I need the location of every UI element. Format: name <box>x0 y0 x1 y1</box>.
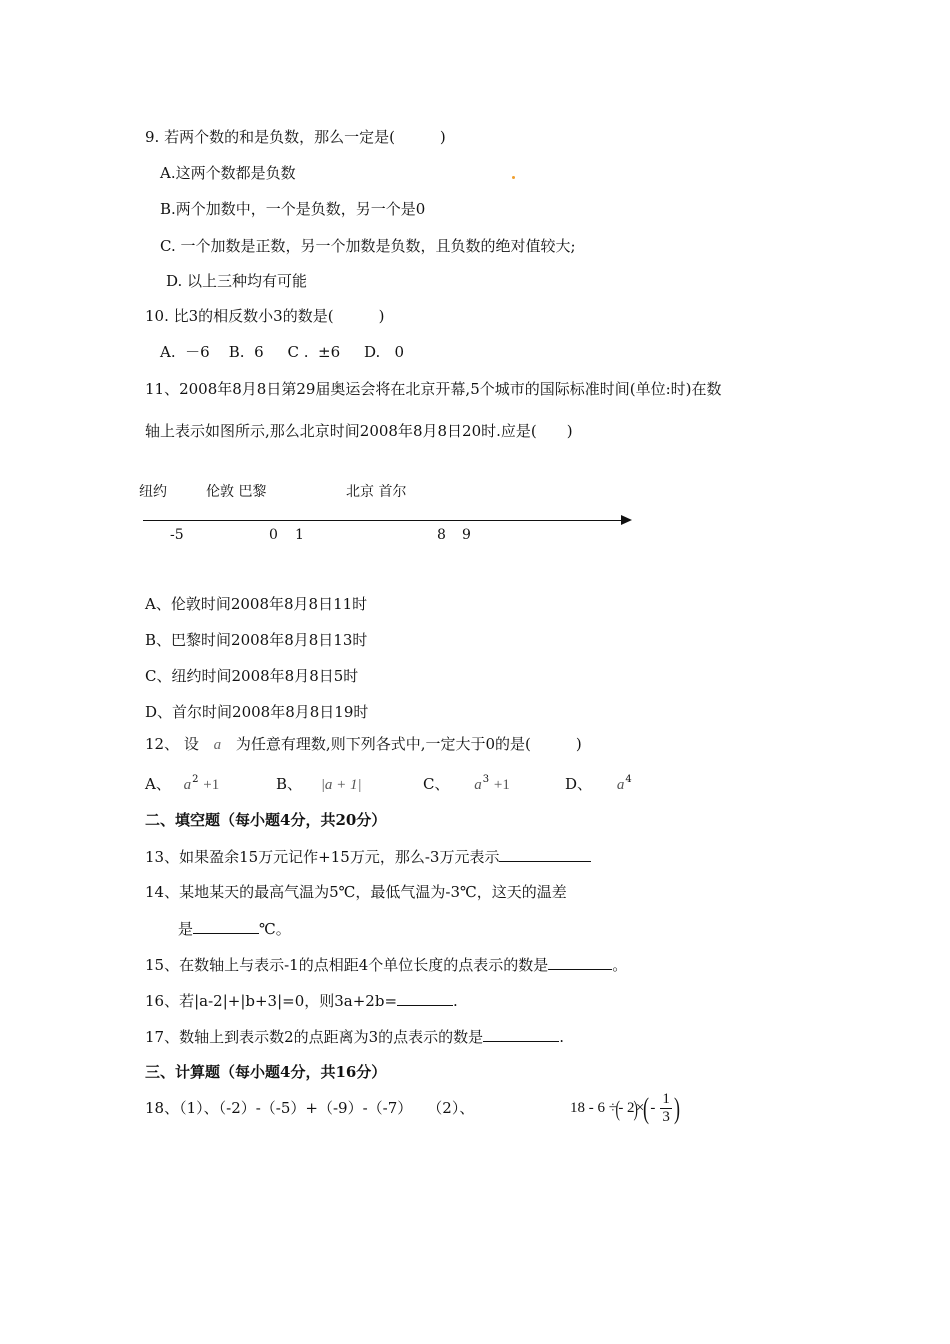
answer-blank[interactable] <box>483 1026 559 1042</box>
q11-line1: 11、2008年8月8日第29届奥运会将在北京开幕,5个城市的国际标准时间(单位:时)在数 <box>145 380 722 398</box>
axis-tick-label: 9 <box>462 527 471 543</box>
q12-variable: a <box>213 737 222 753</box>
q17: 17、数轴上到表示数2的点距离为3的点表示的数是 . <box>145 1028 564 1046</box>
q9-stem: 9. 若两个数的和是负数，那么一定是( ) <box>145 128 446 146</box>
q18-part2-expression: 18 - 6 ÷(- 2)×(- $\frac{1}{3}$ ) <box>570 1091 680 1126</box>
q12-option-d: D、 $a^4$ <box>565 774 632 793</box>
q11-option-d: D、首尔时间2008年8月8日19时 <box>145 703 369 721</box>
q10-stem: 10. 比3的相反数小3的数是( ) <box>145 307 385 325</box>
q9-option-b: B.两个加数中，一个是负数，另一个是0 <box>160 200 426 218</box>
axis-tick-label: 0 <box>269 527 278 543</box>
q11-line2: 轴上表示如图所示,那么北京时间2008年8月8日20时.应是( ) <box>145 422 573 440</box>
answer-blank[interactable] <box>193 918 259 934</box>
q12-prefix: 12、 设 <box>145 735 199 753</box>
q11-option-a: A、伦敦时间2008年8月8日11时 <box>145 595 368 613</box>
axis-tick-label: 1 <box>295 527 304 543</box>
q12-option-a: A、 $a^2 +1$ <box>145 774 220 793</box>
q9-option-d: D. 以上三种均有可能 <box>166 272 308 290</box>
axis-city-london-paris: 伦敦 巴黎 <box>206 484 267 500</box>
axis-tick-label: 8 <box>437 527 446 543</box>
q11-option-b: B、巴黎时间2008年8月8日13时 <box>145 631 368 649</box>
q16: 16、若|a-2|+|b+3|=0，则3a+2b= . <box>145 992 458 1010</box>
fraction-one-third: $\frac{1}{3}$ <box>662 1091 670 1126</box>
q12-option-c: C、 $a^3 +1$ <box>423 774 510 793</box>
answer-blank[interactable] <box>397 990 453 1006</box>
answer-blank[interactable] <box>548 954 612 970</box>
axis-city-newyork: 纽约 <box>139 484 167 500</box>
q12-suffix: 为任意有理数,则下列各式中,一定大于0的是( ) <box>235 735 582 753</box>
q18-part1: 18、（1）、（-2）-（-5）+（-9）-（-7） （2）、 <box>145 1099 475 1117</box>
q10-options: A. －6 B. 6 C . ±6 D. 0 <box>160 343 405 361</box>
number-axis-arrow-icon <box>621 515 632 525</box>
number-axis-line <box>143 520 623 521</box>
q15: 15、在数轴上与表示-1的点相距4个单位长度的点表示的数是 。 <box>145 956 628 974</box>
q12-option-b: B、 |a + 1| <box>276 775 362 793</box>
q13: 13、如果盈余15万元记作+15万元，那么-3万元表示 <box>145 846 591 867</box>
q14-line2: 是 ℃。 <box>178 920 291 938</box>
answer-blank[interactable] <box>499 846 591 862</box>
decorative-dot <box>512 176 515 179</box>
q14-line1: 14、某地某天的最高气温为5℃，最低气温为-3℃，这天的温差 <box>145 883 567 901</box>
q9-option-a: A.这两个数都是负数 <box>160 164 296 182</box>
section-2-heading: 二、填空题（每小题4分，共20分） <box>145 811 387 829</box>
section-3-heading: 三、计算题（每小题4分，共16分） <box>145 1063 387 1081</box>
q11-option-c: C、纽约时间2008年8月8日5时 <box>145 667 359 685</box>
axis-city-beijing-seoul: 北京 首尔 <box>346 484 407 500</box>
axis-tick-label: -5 <box>170 527 184 543</box>
q9-option-c: C. 一个加数是正数，另一个加数是负数，且负数的绝对值较大; <box>160 237 576 255</box>
q12-stem <box>145 734 582 755</box>
